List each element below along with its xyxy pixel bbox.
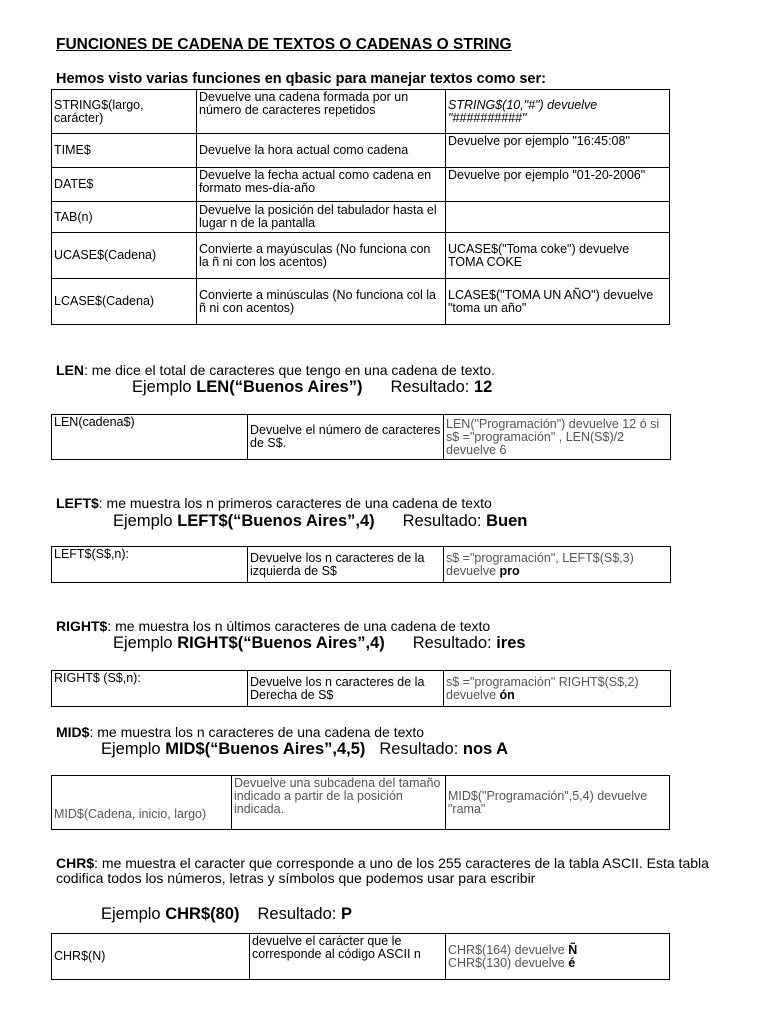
mid-example [101, 740, 508, 759]
example-cell: MID$("Programación",5,4) devuelve "rama" [446, 776, 670, 830]
right-heading [56, 618, 490, 634]
func-cell: LEFT$(S$,n): [52, 547, 248, 583]
desc-cell: Devuelve una subcadena del tamaño indicado a partir de la posición indicada. [232, 776, 446, 830]
example-code: CHR$(80) [165, 905, 240, 923]
example-bold: ón [499, 687, 515, 702]
len-text: : me dice el total de caracteres que tengo en una cadena de texto. [84, 362, 495, 378]
chr-heading [56, 856, 736, 886]
result-label: Resultado: [379, 740, 463, 758]
desc-cell: Convierte a minúsculas (No funciona col la ñ ni con acentos) [197, 279, 446, 325]
right-text: : me muestra los n últimos caracteres de una cadena de texto [107, 618, 491, 634]
example-bold: é [568, 955, 576, 970]
desc-cell: Devuelve los n caracteres de la Derecha de S$ [248, 671, 444, 707]
example-cell: UCASE$("Toma coke") devuelve TOMA COKE [446, 233, 670, 279]
example-cell [444, 547, 671, 583]
left-name: LEFT$ [56, 495, 99, 511]
func-cell: TIME$ [52, 134, 197, 168]
example-cell [444, 671, 671, 707]
example-label: Ejemplo [113, 512, 178, 530]
example-label: Ejemplo [132, 378, 197, 396]
func-cell: DATE$ [52, 168, 197, 202]
page-title: FUNCIONES DE CADENA DE TEXTOS O CADENAS O STRING [56, 36, 512, 53]
left-table [51, 546, 671, 583]
example-text: CHR$(130) devuelve [448, 955, 569, 970]
result-label: Resultado: [390, 378, 474, 396]
len-name: LEN [56, 362, 84, 378]
table-row [52, 279, 670, 325]
example-cell: LCASE$("TOMA UN AÑO") devuelve "toma un año" [446, 279, 670, 325]
desc-cell: Devuelve la posición del tabulador hasta el lugar n de la pantalla [197, 202, 446, 233]
example-bold: pro [499, 563, 520, 578]
func-cell: LEN(cadena$) [52, 415, 248, 460]
example-code: LEN(“Buenos Aires”) [196, 378, 363, 396]
result-value: 12 [473, 378, 493, 396]
right-example [113, 634, 526, 653]
desc-cell: Devuelve la fecha actual como cadena en formato mes-día-año [197, 168, 446, 202]
desc-cell: Devuelve los n caracteres de la izquierda de S$ [248, 547, 444, 583]
example-text: s$ ="programación", LEFT$(S$,3) devuelve [446, 550, 634, 578]
table-row [52, 415, 671, 460]
result-value: Buen [486, 512, 528, 530]
result-label: Resultado: [402, 512, 487, 530]
len-heading [56, 362, 495, 378]
intro-text: Hemos visto varias funciones en qbasic para manejar textos como ser: [56, 71, 546, 87]
desc-cell: devuelve el carácter que le corresponde al código ASCII n [250, 934, 446, 980]
func-cell: TAB(n) [52, 202, 197, 233]
func-cell: CHR$(N) [52, 934, 250, 980]
example-line [448, 957, 667, 970]
desc-cell: Devuelve el número de caracteres de S$. [248, 415, 444, 460]
result-label: Resultado: [257, 905, 341, 923]
functions-table [51, 89, 670, 325]
func-cell: MID$(Cadena, inicio, largo) [52, 776, 232, 830]
result-value: P [340, 905, 352, 923]
table-row [52, 776, 670, 830]
table-row [52, 934, 670, 980]
result-value: ires [496, 634, 526, 652]
example-cell: STRING$(10,"#") devuelve "##########" [446, 90, 670, 134]
example-cell [446, 934, 670, 980]
func-cell: LCASE$(Cadena) [52, 279, 197, 325]
mid-text: : me muestra los n caracteres de una cadena de texto [89, 724, 425, 740]
table-row [52, 134, 670, 168]
example-label: Ejemplo [101, 740, 166, 758]
func-cell: UCASE$(Cadena) [52, 233, 197, 279]
example-label: Ejemplo [101, 905, 166, 923]
desc-cell: Devuelve la hora actual como cadena [197, 134, 446, 168]
chr-example [101, 905, 352, 924]
example-code: LEFT$(“Buenos Aires”,4) [177, 512, 375, 530]
table-row [52, 202, 670, 233]
example-label: Ejemplo [113, 634, 178, 652]
example-bold: Ñ [568, 942, 578, 957]
len-table [51, 414, 671, 460]
right-name: RIGHT$ [56, 618, 108, 634]
example-cell: Devuelve por ejemplo "01-20-2006" [446, 168, 670, 202]
result-label: Resultado: [412, 634, 497, 652]
chr-table [51, 933, 670, 980]
mid-table [51, 775, 670, 830]
example-code: MID$(“Buenos Aires”,4,5) [165, 740, 366, 758]
table-row [52, 233, 670, 279]
mid-name: MID$ [56, 724, 90, 740]
example-cell [446, 202, 670, 233]
result-value: nos A [462, 740, 509, 758]
example-text: CHR$(164) devuelve [448, 942, 569, 957]
desc-cell: Devuelve una cadena formada por un número de caracteres repetidos [197, 90, 446, 134]
left-heading [56, 495, 492, 511]
func-cell: STRING$(largo, carácter) [52, 90, 197, 134]
table-row [52, 168, 670, 202]
table-row [52, 90, 670, 134]
desc-cell: Convierte a mayúsculas (No funciona con la ñ ni con los acentos) [197, 233, 446, 279]
example-cell: Devuelve por ejemplo "16:45:08" [446, 134, 670, 168]
mid-heading [56, 724, 424, 740]
example-code: RIGHT$(“Buenos Aires”,4) [177, 634, 385, 652]
table-row [52, 671, 671, 707]
len-example [132, 378, 492, 397]
right-table [51, 670, 671, 707]
example-text: s$ ="programación" RIGHT$(S$,2) devuelve [446, 674, 639, 702]
chr-name: CHR$ [56, 855, 95, 871]
func-cell: RIGHT$ (S$,n): [52, 671, 248, 707]
left-text: : me muestra los n primeros caracteres de una cadena de texto [98, 495, 492, 511]
chr-text: : me muestra el caracter que corresponde a uno de los 255 caracteres de la tabla ASCII. Esta tabla codifica todos los números, letras y símbolos que podemos usar para escribir [56, 855, 709, 886]
table-row [52, 547, 671, 583]
example-cell: LEN("Programación") devuelve 12 ó si s$ ="programación" , LEN(S$)/2 devuelve 6 [444, 415, 671, 460]
left-example [113, 512, 527, 531]
